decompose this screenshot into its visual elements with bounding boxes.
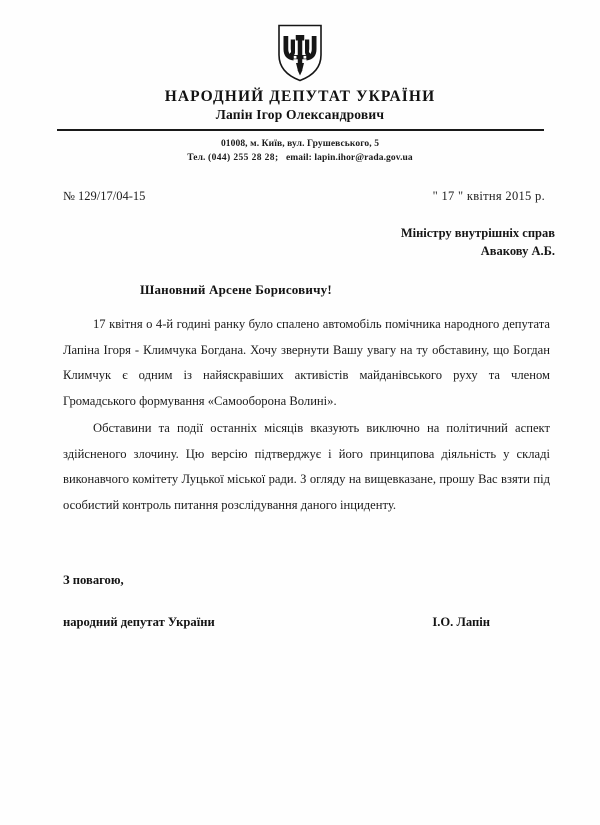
- document-date: " 17 " квітня 2015 р.: [432, 188, 545, 203]
- deputy-full-name: Лапін Ігор Олександрович: [215, 106, 385, 122]
- salutation: Шановний Арсене Борисовичу!: [140, 282, 332, 298]
- letter-body: [0, 312, 600, 519]
- letterhead: [0, 0, 600, 166]
- phone-and-email-line: [0, 152, 600, 166]
- signatory-name: І.О. Лапін: [432, 614, 490, 629]
- closing-regards: З повагою,: [63, 572, 124, 587]
- email-label: email:: [285, 152, 312, 163]
- organization-title: НАРОДНИЙ ДЕПУТАТ УКРАЇНИ: [164, 88, 436, 105]
- phone-number: (044) 255 28 28;: [208, 152, 279, 163]
- addressee-position: Міністру внутрішніх справ: [400, 225, 555, 240]
- addressee-name: Авакову А.Б.: [480, 244, 555, 259]
- reference-number: № 129/17/04-15: [63, 188, 146, 203]
- ukrainian-trident-emblem: [277, 24, 323, 82]
- body-paragraph: Обставини та події останніх місяців вказують виключно на політичний аспект здійсненого злочину. Цю версію підтверджує і його принципова діяльність у складі виконавчого комітету Луцької міської ради. З огляду на вищевказане, прошу Вас взяти під особистий контроль питання розслідування даного інциденту.: [63, 421, 550, 512]
- signature-row: [63, 615, 545, 630]
- signatory-role: народний депутат України: [63, 614, 215, 629]
- postal-address: 01008, м. Київ, вул. Грушевського, 5: [220, 139, 380, 149]
- contact-block: [0, 138, 600, 166]
- phone-label: Тел.: [187, 152, 206, 163]
- email-address[interactable]: lapin.ihor@rada.gov.ua: [314, 152, 413, 163]
- signature-block: [0, 573, 600, 630]
- addressee-block: [0, 224, 600, 262]
- body-paragraph: 17 квітня о 4-й годині ранку було спалено автомобіль помічника народного депутата Лапіна Ігоря - Климчука Богдана. Хочу звернути Вашу увагу на ту обставину, що Богдан Климчук є одним із найяскравіших активістів майданівського руху та членом Громадського формування «Самооборона Волині».: [63, 317, 550, 408]
- header-divider: [57, 129, 544, 131]
- document-meta-row: [0, 189, 600, 204]
